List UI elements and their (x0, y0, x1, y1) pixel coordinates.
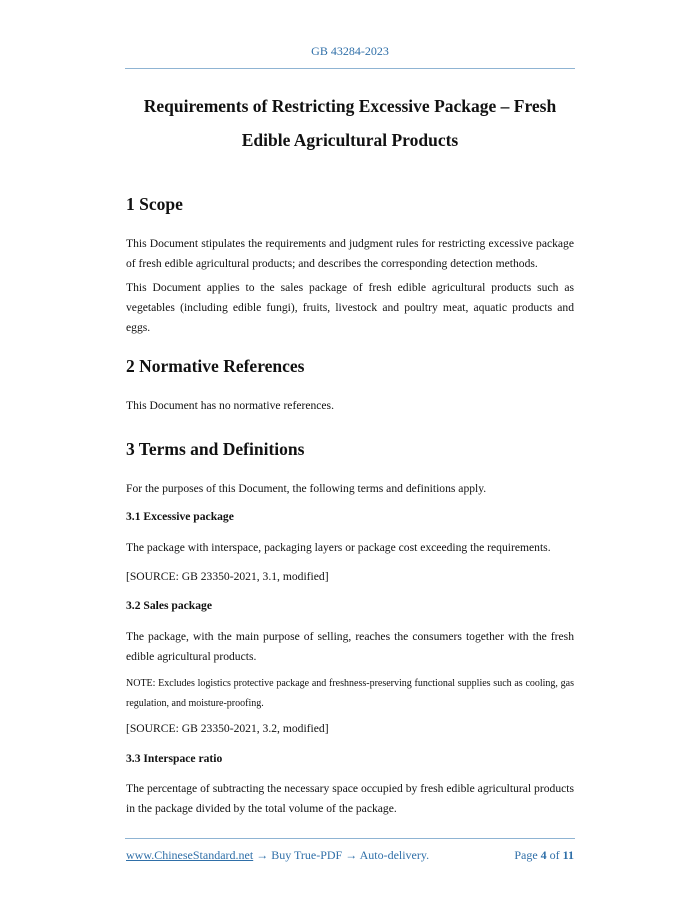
page-word: Page (514, 848, 538, 862)
term-3-2-source: [SOURCE: GB 23350-2021, 3.2, modified] (126, 722, 329, 735)
section-heading-normative: 2 Normative References (126, 356, 305, 376)
page-indicator (514, 848, 574, 863)
term-3-2-heading: 3.2 Sales package (126, 599, 212, 612)
footer-rule (125, 838, 575, 839)
term-3-1-source: [SOURCE: GB 23350-2021, 3.1, modified] (126, 570, 329, 583)
page-footer (126, 848, 574, 863)
term-3-1-heading: 3.1 Excessive package (126, 510, 234, 523)
page-total: 11 (562, 848, 574, 862)
scope-paragraph-2: This Document applies to the sales package of fresh edible agricultural products such as vegetables (including edible fungi), fruits, livestock and poultry meat, aquatic products and eggs. (126, 281, 574, 334)
header-standard-code: GB 43284-2023 (311, 44, 389, 58)
section-heading-scope: 1 Scope (126, 194, 183, 214)
page-current: 4 (540, 848, 547, 862)
page-of: of (549, 848, 560, 862)
normative-paragraph: This Document has no normative references. (126, 399, 334, 412)
term-3-2-note: NOTE: Excludes logistics protective package and freshness-preserving functional supplies such as cooling, gas regulation, and moisture-proofing. (126, 678, 574, 709)
term-3-1-definition: The package with interspace, packaging layers or package cost exceeding the requirements. (126, 541, 551, 554)
scope-paragraph-1: This Document stipulates the requirements and judgment rules for restricting excessive package of fresh edible agricultural products; and describes the corresponding detection methods. (126, 237, 574, 270)
footer-site-link[interactable]: www.ChineseStandard.net (126, 848, 254, 862)
header-rule (125, 68, 575, 69)
term-3-2-definition: The package, with the main purpose of selling, reaches the consumers together with the fresh edible agricultural products. (126, 630, 574, 663)
term-3-3-definition: The percentage of subtracting the necessary space occupied by fresh edible agricultural products in the package divided by the total volume of the package. (126, 782, 574, 815)
footer-promo-text: → Buy True-PDF → Auto-delivery. (253, 848, 430, 862)
terms-intro: For the purposes of this Document, the following terms and definitions apply. (126, 482, 487, 495)
footer-promo (126, 848, 429, 863)
term-3-3-heading: 3.3 Interspace ratio (126, 752, 223, 765)
section-heading-terms: 3 Terms and Definitions (126, 439, 305, 459)
doc-title-line-1: Requirements of Restricting Excessive Package – Fresh (143, 96, 557, 116)
doc-title-line-2: Edible Agricultural Products (241, 130, 459, 150)
